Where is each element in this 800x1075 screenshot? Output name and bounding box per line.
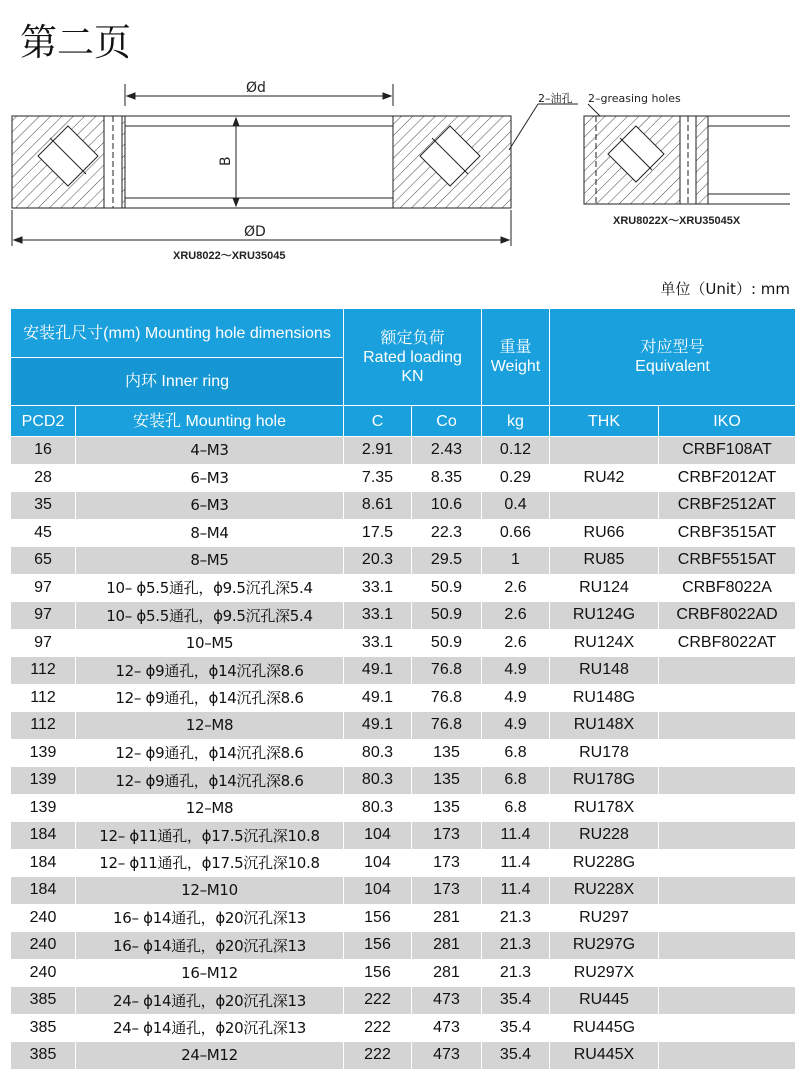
- table-row: [11, 684, 796, 712]
- cell-iko: [659, 959, 796, 987]
- cell-co: 473: [412, 1014, 482, 1042]
- table-row: [11, 739, 796, 767]
- cell-mounting-hole: 24– ϕ14通孔，ϕ20沉孔深13: [76, 987, 344, 1015]
- cell-pcd2: 184: [11, 877, 76, 905]
- cell-pcd2: 240: [11, 959, 76, 987]
- cell-c: 104: [344, 822, 412, 850]
- cell-thk: RU148: [550, 657, 659, 685]
- cell-thk: RU228G: [550, 849, 659, 877]
- cell-pcd2: 112: [11, 684, 76, 712]
- cell-c: 8.61: [344, 492, 412, 520]
- header-rated-cn: 额定负荷: [380, 329, 445, 347]
- cell-co: 50.9: [412, 574, 482, 602]
- cell-mounting-hole: 16–M12: [76, 959, 344, 987]
- cell-iko: [659, 822, 796, 850]
- cell-co: 76.8: [412, 684, 482, 712]
- cell-pcd2: 139: [11, 767, 76, 795]
- cell-co: 173: [412, 877, 482, 905]
- cell-c: 156: [344, 932, 412, 960]
- cell-iko: [659, 657, 796, 685]
- cell-co: 76.8: [412, 712, 482, 740]
- cell-thk: RU124X: [550, 629, 659, 657]
- cell-thk: RU297G: [550, 932, 659, 960]
- cell-mounting-hole: 6–M3: [76, 464, 344, 492]
- cell-co: 173: [412, 822, 482, 850]
- page-title: 第二页: [20, 21, 131, 64]
- cell-mounting-hole: 10– ϕ5.5通孔，ϕ9.5沉孔深5.4: [76, 602, 344, 630]
- cell-thk: [550, 492, 659, 520]
- cell-mounting-hole: 4–M3: [76, 437, 344, 465]
- cell-co: 473: [412, 1042, 482, 1070]
- cell-iko: [659, 712, 796, 740]
- cell-thk: RU148X: [550, 712, 659, 740]
- cell-thk: RU148G: [550, 684, 659, 712]
- cell-kg: 4.9: [482, 684, 550, 712]
- table-row: [11, 712, 796, 740]
- cell-mounting-hole: 12–M8: [76, 794, 344, 822]
- cell-thk: RU42: [550, 464, 659, 492]
- cell-c: 49.1: [344, 657, 412, 685]
- cell-kg: 1: [482, 547, 550, 575]
- dim-d-label: Ød: [246, 80, 266, 96]
- cell-c: 17.5: [344, 519, 412, 547]
- cell-kg: 11.4: [482, 822, 550, 850]
- cell-kg: 2.6: [482, 602, 550, 630]
- cell-pcd2: 97: [11, 574, 76, 602]
- cell-thk: RU178X: [550, 794, 659, 822]
- cell-mounting-hole: 12–M10: [76, 877, 344, 905]
- cell-c: 20.3: [344, 547, 412, 575]
- table-row: [11, 767, 796, 795]
- cell-iko: [659, 794, 796, 822]
- table-row: [11, 794, 796, 822]
- table-row: [11, 492, 796, 520]
- cell-pcd2: 45: [11, 519, 76, 547]
- cell-thk: RU124: [550, 574, 659, 602]
- cell-mounting-hole: 8–M5: [76, 547, 344, 575]
- cell-pcd2: 139: [11, 794, 76, 822]
- col-mounting-hole: 安装孔 Mounting hole: [76, 406, 344, 437]
- table-row: [11, 629, 796, 657]
- cell-c: 222: [344, 987, 412, 1015]
- cell-pcd2: 385: [11, 1042, 76, 1070]
- cell-pcd2: 97: [11, 629, 76, 657]
- table-row: [11, 602, 796, 630]
- cell-kg: 0.12: [482, 437, 550, 465]
- cell-kg: 21.3: [482, 959, 550, 987]
- header-rated-unit: KN: [401, 367, 424, 385]
- cell-mounting-hole: 12–M8: [76, 712, 344, 740]
- cell-thk: RU85: [550, 547, 659, 575]
- header-weight: [482, 309, 550, 406]
- cell-mounting-hole: 12– ϕ9通孔，ϕ14沉孔深8.6: [76, 767, 344, 795]
- cell-kg: 35.4: [482, 987, 550, 1015]
- header-weight-en: Weight: [490, 358, 541, 375]
- table-body: [11, 437, 796, 1070]
- cell-thk: RU228: [550, 822, 659, 850]
- cell-co: 135: [412, 794, 482, 822]
- cell-pcd2: 35: [11, 492, 76, 520]
- cell-co: 50.9: [412, 629, 482, 657]
- cell-pcd2: 65: [11, 547, 76, 575]
- cell-iko: [659, 877, 796, 905]
- col-iko: IKO: [659, 406, 796, 437]
- cell-co: 2.43: [412, 437, 482, 465]
- cell-iko: [659, 932, 796, 960]
- cell-iko: [659, 1042, 796, 1070]
- cell-c: 7.35: [344, 464, 412, 492]
- cell-c: 222: [344, 1014, 412, 1042]
- cell-iko: CRBF3515AT: [659, 519, 796, 547]
- cell-kg: 6.8: [482, 767, 550, 795]
- table-row: [11, 904, 796, 932]
- cell-iko: CRBF8022AD: [659, 602, 796, 630]
- cell-kg: 0.4: [482, 492, 550, 520]
- cell-mounting-hole: 12– ϕ11通孔，ϕ17.5沉孔深10.8: [76, 849, 344, 877]
- cell-thk: RU66: [550, 519, 659, 547]
- cell-co: 281: [412, 932, 482, 960]
- cell-thk: RU297: [550, 904, 659, 932]
- table-row: [11, 987, 796, 1015]
- cell-co: 10.6: [412, 492, 482, 520]
- table-row: [11, 547, 796, 575]
- cell-pcd2: 112: [11, 657, 76, 685]
- cell-co: 22.3: [412, 519, 482, 547]
- cell-pcd2: 97: [11, 602, 76, 630]
- cell-iko: [659, 767, 796, 795]
- cell-kg: 4.9: [482, 657, 550, 685]
- cell-c: 156: [344, 959, 412, 987]
- cell-thk: RU297X: [550, 959, 659, 987]
- header-weight-cn: 重量: [499, 339, 532, 356]
- cell-thk: RU124G: [550, 602, 659, 630]
- cell-c: 49.1: [344, 684, 412, 712]
- unit-label: 单位（Unit）: mm: [660, 280, 790, 298]
- header-rated-en: Rated loading: [363, 348, 462, 366]
- cell-kg: 2.6: [482, 574, 550, 602]
- col-co: Co: [412, 406, 482, 437]
- cell-iko: CRBF5515AT: [659, 547, 796, 575]
- cell-iko: CRBF2012AT: [659, 464, 796, 492]
- header-mounting-dimensions: 安装孔尺寸(mm) Mounting hole dimensions: [11, 309, 344, 358]
- cell-pcd2: 385: [11, 1014, 76, 1042]
- cell-thk: RU445G: [550, 1014, 659, 1042]
- dim-b-label: B: [218, 156, 234, 166]
- cell-thk: RU228X: [550, 877, 659, 905]
- cell-mounting-hole: 12– ϕ9通孔，ϕ14沉孔深8.6: [76, 684, 344, 712]
- cell-c: 80.3: [344, 767, 412, 795]
- cell-thk: RU445: [550, 987, 659, 1015]
- header-equiv-cn: 对应型号: [640, 339, 705, 356]
- cell-iko: [659, 849, 796, 877]
- cell-iko: [659, 904, 796, 932]
- table-row: [11, 822, 796, 850]
- col-thk: THK: [550, 406, 659, 437]
- cell-c: 2.91: [344, 437, 412, 465]
- header-rated-loading: [344, 309, 482, 406]
- header-equiv-en: Equivalent: [635, 358, 710, 375]
- cell-c: 80.3: [344, 794, 412, 822]
- cell-c: 80.3: [344, 739, 412, 767]
- table-row: [11, 1014, 796, 1042]
- cell-co: 173: [412, 849, 482, 877]
- cell-co: 50.9: [412, 602, 482, 630]
- cell-kg: 11.4: [482, 849, 550, 877]
- oil-hole-label: 2–油孔: [538, 92, 573, 105]
- table-row: [11, 877, 796, 905]
- header-inner-ring: 内环 Inner ring: [11, 358, 344, 406]
- cell-mounting-hole: 12– ϕ9通孔，ϕ14沉孔深8.6: [76, 739, 344, 767]
- cell-mounting-hole: 8–M4: [76, 519, 344, 547]
- cell-kg: 2.6: [482, 629, 550, 657]
- table-row: [11, 932, 796, 960]
- cell-co: 473: [412, 987, 482, 1015]
- cell-kg: 35.4: [482, 1042, 550, 1070]
- cell-iko: CRBF2512AT: [659, 492, 796, 520]
- table-row: [11, 1042, 796, 1070]
- cell-c: 49.1: [344, 712, 412, 740]
- cell-kg: 35.4: [482, 1014, 550, 1042]
- cell-kg: 21.3: [482, 904, 550, 932]
- cell-pcd2: 385: [11, 987, 76, 1015]
- caption-left: XRU8022～XRU35045: [173, 250, 286, 262]
- cell-pcd2: 240: [11, 932, 76, 960]
- cell-iko: [659, 987, 796, 1015]
- cell-pcd2: 28: [11, 464, 76, 492]
- header-equivalent: [550, 309, 796, 406]
- cell-iko: [659, 684, 796, 712]
- cell-kg: 0.66: [482, 519, 550, 547]
- cell-c: 33.1: [344, 629, 412, 657]
- cell-c: 33.1: [344, 574, 412, 602]
- cell-pcd2: 184: [11, 849, 76, 877]
- cell-kg: 21.3: [482, 932, 550, 960]
- cell-co: 76.8: [412, 657, 482, 685]
- cell-iko: CRBF108AT: [659, 437, 796, 465]
- cell-c: 33.1: [344, 602, 412, 630]
- table-row: [11, 959, 796, 987]
- cell-mounting-hole: 10–M5: [76, 629, 344, 657]
- cell-c: 104: [344, 877, 412, 905]
- cell-co: 281: [412, 959, 482, 987]
- cell-pcd2: 184: [11, 822, 76, 850]
- table-row: [11, 657, 796, 685]
- cell-pcd2: 112: [11, 712, 76, 740]
- cell-kg: 6.8: [482, 739, 550, 767]
- cell-thk: [550, 437, 659, 465]
- cell-c: 222: [344, 1042, 412, 1070]
- cell-iko: [659, 1014, 796, 1042]
- cell-pcd2: 240: [11, 904, 76, 932]
- table-row: [11, 437, 796, 465]
- cell-pcd2: 139: [11, 739, 76, 767]
- cell-co: 8.35: [412, 464, 482, 492]
- cell-kg: 6.8: [482, 794, 550, 822]
- cell-pcd2: 16: [11, 437, 76, 465]
- col-c: C: [344, 406, 412, 437]
- cell-thk: RU178G: [550, 767, 659, 795]
- cell-mounting-hole: 16– ϕ14通孔，ϕ20沉孔深13: [76, 932, 344, 960]
- greasing-holes-label: 2–greasing holes: [588, 92, 681, 105]
- cell-iko: [659, 739, 796, 767]
- col-kg: kg: [482, 406, 550, 437]
- cell-mounting-hole: 6–M3: [76, 492, 344, 520]
- table-row: [11, 464, 796, 492]
- cell-kg: 0.29: [482, 464, 550, 492]
- specification-table: [10, 308, 796, 1070]
- cell-kg: 4.9: [482, 712, 550, 740]
- cell-mounting-hole: 12– ϕ9通孔，ϕ14沉孔深8.6: [76, 657, 344, 685]
- col-pcd2: PCD2: [11, 406, 76, 437]
- cell-co: 135: [412, 739, 482, 767]
- cell-thk: RU178: [550, 739, 659, 767]
- cell-mounting-hole: 24– ϕ14通孔，ϕ20沉孔深13: [76, 1014, 344, 1042]
- cell-co: 135: [412, 767, 482, 795]
- table-row: [11, 574, 796, 602]
- cell-co: 281: [412, 904, 482, 932]
- cell-c: 104: [344, 849, 412, 877]
- cell-mounting-hole: 16– ϕ14通孔，ϕ20沉孔深13: [76, 904, 344, 932]
- cell-mounting-hole: 10– ϕ5.5通孔，ϕ9.5沉孔深5.4: [76, 574, 344, 602]
- cell-kg: 11.4: [482, 877, 550, 905]
- dim-D-label: ØD: [244, 224, 266, 240]
- caption-right: XRU8022X～XRU35045X: [613, 215, 741, 227]
- table-row: [11, 849, 796, 877]
- cell-c: 156: [344, 904, 412, 932]
- cell-iko: CRBF8022AT: [659, 629, 796, 657]
- cell-co: 29.5: [412, 547, 482, 575]
- bearing-cross-section-drawing: [0, 76, 800, 266]
- table-row: [11, 519, 796, 547]
- cell-mounting-hole: 24–M12: [76, 1042, 344, 1070]
- cell-iko: CRBF8022A: [659, 574, 796, 602]
- cell-mounting-hole: 12– ϕ11通孔，ϕ17.5沉孔深10.8: [76, 822, 344, 850]
- cell-thk: RU445X: [550, 1042, 659, 1070]
